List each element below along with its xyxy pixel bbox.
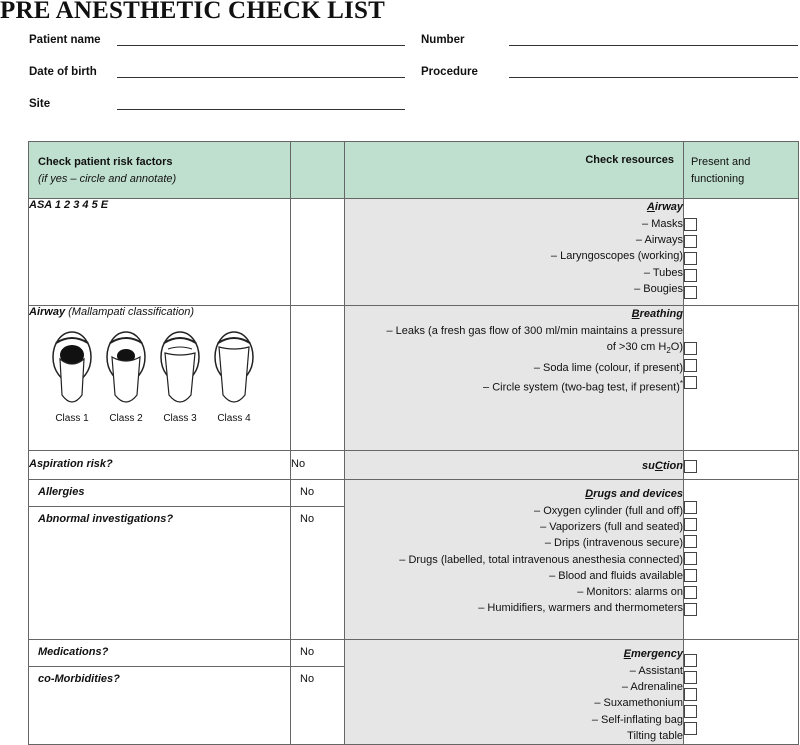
list-item: – Monitors: alarms on <box>577 586 683 599</box>
table-row <box>29 306 799 451</box>
checkbox-bougies[interactable] <box>684 286 697 299</box>
site-label: Site <box>29 98 51 110</box>
checklist-table <box>28 141 799 745</box>
header-risk-factors: Check patient risk factors (if yes – circle and annotate) <box>29 142 291 199</box>
checkbox-airways[interactable] <box>684 235 697 248</box>
list-item: – Humidifiers, warmers and thermometers <box>478 602 683 615</box>
number-field[interactable] <box>509 45 798 46</box>
table-row <box>29 451 799 480</box>
aspiration-value[interactable]: No <box>291 458 306 470</box>
list-item: – Blood and fluids available <box>549 569 683 582</box>
suction-resources <box>345 451 684 480</box>
mallampati-class-4[interactable]: Class 4 <box>207 329 261 424</box>
airway-label: Airway (Mallampati classification) <box>29 306 195 318</box>
mallampati-class-2[interactable]: Class 2 <box>99 329 153 424</box>
emergency-title: Emergency <box>623 648 683 660</box>
aspiration-label: Aspiration risk? <box>29 458 113 470</box>
airway-resources <box>345 199 684 306</box>
mouth-class-4-icon <box>212 329 256 409</box>
checkbox-soda-lime[interactable] <box>684 359 697 372</box>
mouth-class-1-icon <box>50 329 94 409</box>
list-item: – Vaporizers (full and seated) <box>540 521 683 534</box>
site-field[interactable] <box>117 109 405 110</box>
procedure-field[interactable] <box>509 77 798 78</box>
patient-name-field[interactable] <box>117 45 405 46</box>
checkbox-laryngoscopes[interactable] <box>684 252 697 265</box>
list-item: – Masks <box>642 218 683 230</box>
list-item: – Bougies <box>634 282 683 295</box>
dob-label: Date of birth <box>29 66 97 78</box>
checkbox-oxygen[interactable] <box>684 501 697 514</box>
checkbox-vaporizers[interactable] <box>684 518 697 531</box>
checkbox-suction[interactable] <box>684 460 697 473</box>
list-item: – Adrenaline <box>621 681 683 694</box>
list-item: Tilting table <box>627 729 683 742</box>
procedure-label: Procedure <box>421 66 478 78</box>
checkbox-masks[interactable] <box>684 218 697 231</box>
mallampati-class-1[interactable]: Class 1 <box>45 329 99 424</box>
checkbox-drugs[interactable] <box>684 552 697 565</box>
checkbox-assistant[interactable] <box>684 654 697 667</box>
list-item: – Assistant <box>629 665 683 677</box>
page-title: PRE ANESTHETIC CHECK LIST <box>0 0 385 24</box>
header-resources: Check resources <box>345 142 684 199</box>
checkbox-tubes[interactable] <box>684 269 697 282</box>
checkbox-circle-system[interactable] <box>684 376 697 389</box>
checkbox-suxamethonium[interactable] <box>684 688 697 701</box>
allergies-value[interactable]: No <box>300 486 315 498</box>
abnormal-investigations-label: Abnormal investigations? <box>38 513 174 525</box>
suction-title: suCtion <box>642 460 683 472</box>
mouth-class-3-icon <box>158 329 202 409</box>
checkbox-drips[interactable] <box>684 535 697 548</box>
checkbox-adrenaline[interactable] <box>684 671 697 684</box>
drugs-title: Drugs and devices <box>585 488 683 500</box>
list-item: – Drugs (labelled, total intravenous anesthesia connected) <box>399 553 683 566</box>
dob-field[interactable] <box>117 77 405 78</box>
checkbox-blood-fluids[interactable] <box>684 569 697 582</box>
patient-name-label: Patient name <box>29 34 101 46</box>
breathing-resources <box>345 306 684 451</box>
mouth-class-2-icon <box>104 329 148 409</box>
medications-value[interactable]: No <box>300 646 315 658</box>
table-row <box>29 640 799 745</box>
list-item: of >30 cm $H_2O$) <box>606 341 683 356</box>
checkbox-humidifiers[interactable] <box>684 603 697 616</box>
header-blank <box>291 142 345 199</box>
medications-label: Medications? <box>38 646 109 658</box>
list-item: – Soda lime (colour, if present) <box>533 361 683 374</box>
allergies-label: Allergies <box>38 486 85 498</box>
mallampati-diagram <box>45 329 290 424</box>
list-item: – Circle system (two-bag test, if present)* <box>483 378 683 394</box>
list-item: – Airways <box>635 234 683 247</box>
checkbox-monitors[interactable] <box>684 586 697 599</box>
comorbidities-label: co-Morbidities? <box>38 673 120 685</box>
table-row <box>29 199 799 306</box>
drugs-resources <box>345 480 684 640</box>
list-item: – Suxamethonium <box>594 697 683 710</box>
list-item: – Tubes <box>643 266 683 279</box>
checkbox-tilting-table[interactable] <box>684 722 697 735</box>
emergency-resources <box>345 640 684 745</box>
table-header <box>29 142 799 199</box>
list-item: – Drips (intravenous secure) <box>544 537 683 550</box>
mallampati-class-3[interactable]: Class 3 <box>153 329 207 424</box>
asa-label[interactable]: ASA 1 2 3 4 5 E <box>29 199 109 211</box>
comorbidities-value[interactable]: No <box>300 673 315 685</box>
header-present: Present and functioning <box>684 142 799 199</box>
breathing-title: Breathing <box>631 308 683 320</box>
list-item: – Leaks (a fresh gas flow of 300 ml/min maintains a pressure <box>386 325 683 337</box>
table-row <box>29 480 799 640</box>
checkbox-self-inflating-bag[interactable] <box>684 705 697 718</box>
checkbox-leaks[interactable] <box>684 342 697 355</box>
list-item: – Oxygen cylinder (full and off) <box>534 505 683 517</box>
number-label: Number <box>421 34 465 46</box>
airway-title: Airway <box>646 201 683 213</box>
abnormal-value[interactable]: No <box>300 513 315 525</box>
list-item: – Laryngoscopes (working) <box>550 250 683 263</box>
list-item: – Self-inflating bag <box>591 713 683 726</box>
